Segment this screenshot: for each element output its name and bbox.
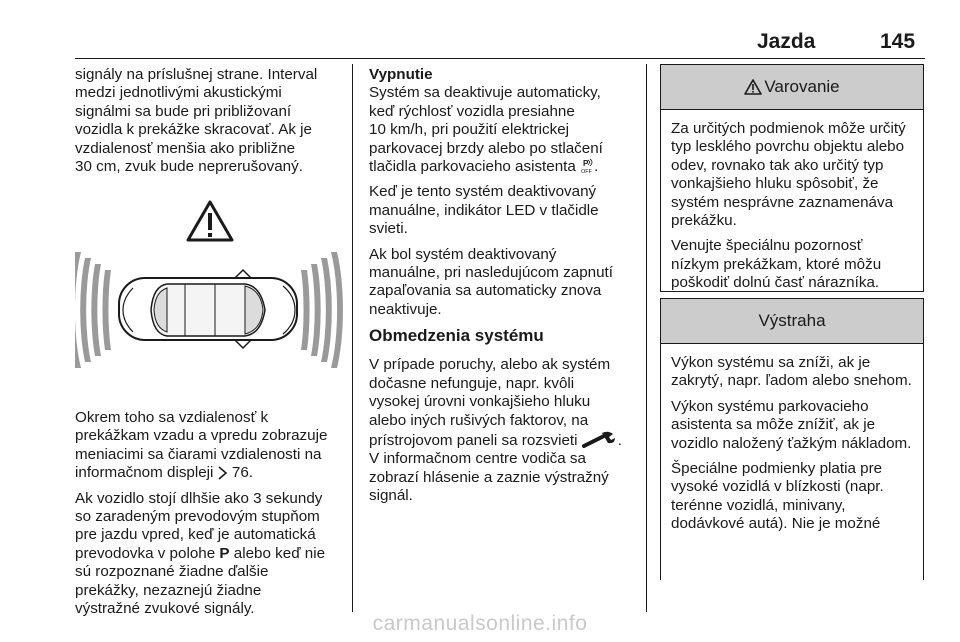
text-line: Špeciálne podmienky platia pre [671,460,883,478]
text-line: V informačnom centre vodiča sa [369,450,586,468]
section-title: Jazda [757,30,816,53]
text-line: tlačidla parkovacieho asistenta P OFF . [369,158,599,176]
text-line: Venujte špeciálnu pozornosť [671,237,863,255]
text-line: zobrazí hlásenie a zaznie výstražný [369,468,609,486]
text-line: Ak vozidlo stojí dlhšie ako 3 sekundy [75,489,323,507]
text-line: 30 cm, zvuk bude neprerušovaný. [75,158,303,176]
text-fragment: informačnom displeji [75,464,214,482]
text-line: manuálne, pri nasledujúcom zapnutí [369,264,613,282]
page-header [0,0,960,62]
wrench-icon [582,430,618,448]
text-line: sú rozpoznané žiadne ďalšie [75,563,269,581]
left-column-body [75,409,345,625]
text-line: alebo odev, rovnako tak ako určitý [671,138,905,174]
limits-heading: Obmedzenia systému [369,326,544,346]
text-line [75,464,345,482]
text-line: nákladom. [841,434,912,452]
text-line: pre jazdu vpred, keď je automatická [75,526,316,544]
text-line: meniacimi sa čiarami vzdialenosti na [75,445,322,463]
warning-box-body [661,110,923,306]
text-line: systém nesprávne zaznamenáva [671,193,894,211]
text-line: dodávkové autá). Nie je možné [671,515,881,533]
text-line: Systém sa deaktivuje automaticky, [369,84,601,102]
page-reference-arrow-icon[interactable] [218,466,228,480]
header-rule [75,58,925,59]
text-line: prekážky, nezaznejú žiadne [75,581,262,599]
text-line [75,545,345,563]
text-fragment: alebo keď nie [233,544,326,562]
text-line: Výkon systému sa zníži, ak je [671,354,871,371]
caution-box-title: Výstraha [758,311,826,330]
text-line: prístrojovom paneli sa rozsvieti . [369,431,622,449]
text-line: vzdialenosť menšia ako približne [75,139,296,157]
display-paragraph [75,409,345,483]
rear-sensor-zones [75,252,111,368]
text-line: Keď je tento systém deaktivovaný [369,183,597,201]
text-line: signály na príslušnej strane. Interval [75,66,318,83]
text-line: Za určitých podmienok môže [671,120,866,137]
caution-box-body [661,344,923,547]
text-line: parkovacej brzdy alebo po stlačení [369,139,603,157]
caution-box [660,298,924,580]
text-line: so zaradeným prevodovým stupňom [75,508,320,526]
text-line: zakrytý, napr. ľadom alebo [671,372,850,390]
text-line: svieti. [369,220,408,238]
text-line: manuálne, indikátor LED v tlačidle [369,201,599,219]
text-fragment: prístrojovom paneli sa rozsvieti [369,431,578,449]
warning-box-title: Varovanie [764,77,840,96]
manual-off-paragraph [369,183,639,238]
front-sensor-zones [301,252,343,368]
text-line: vozidla k prekážke skracovať. Ak je [75,121,312,139]
warning-box-header [661,65,923,110]
left-column-intro [75,66,345,183]
text-line: prekážkam vzadu a vpredu zobrazuje [75,427,328,445]
text-line: nízkym prekážkam, ktoré môžu [671,255,882,273]
svg-text:OFF: OFF [581,169,593,175]
reactivation-paragraph [369,246,639,320]
warning-box [660,64,924,292]
caution-box-header [661,299,923,344]
text-fragment: prevodovka v polohe [75,544,216,562]
caution-paragraph [671,354,913,391]
warning-triangle-icon [188,202,232,240]
stationary-paragraph [75,490,345,619]
text-line: vysokej úrovni vonkajšieho hluku [369,393,591,411]
text-line: dočasne nefunguje, napr. kvôli [369,374,575,392]
text-line: terénne vozidlá, minivany, [671,496,846,514]
limits-paragraph [369,356,639,505]
text-line: vysoké vozidlá v blízkosti (napr. [671,478,884,496]
column-divider-left [352,64,353,612]
text-line: prekážku. [671,212,737,230]
text-line: určitý typ lesklého povrchu objektu [671,120,906,156]
text-line: snehom. [853,372,912,390]
parking-assist-button-icon [580,158,594,174]
parking-sensor-figure [75,200,345,380]
column-divider-right [646,64,647,612]
middle-column [369,66,639,513]
text-line: 10 km/h, pri použití elektrickej [369,121,570,139]
gear-position-label: P [219,544,230,562]
caution-paragraph [671,460,913,534]
deactivation-paragraph [369,66,639,176]
watermark: carmanualsonline.info [372,612,588,635]
text-line: signálmi sa bude pri približovaní [75,102,292,120]
car-top-view [119,270,297,348]
text-line: vozidlo naložený ťažkým [671,434,838,452]
text-line: Okrem toho sa vzdialenosť k [75,409,269,426]
text-line: Výkon systému parkovacieho [671,397,869,415]
text-line: keď rýchlosť vozidla presiahne [369,102,575,120]
text-line: poškodiť dolnú časť nárazníka. [671,274,880,292]
text-line: asistenta sa môže znížiť, ak je [671,416,876,434]
page-reference-link[interactable]: 76. [231,464,254,482]
text-line: signál. [369,487,413,505]
text-fragment: tlačidla parkovacieho asistenta [369,158,576,176]
text-line: výstražné zvukové signály. [75,600,255,618]
text-line: medzi jednotlivými akustickými [75,84,282,102]
text-line: typ vonkajšieho hluku spôsobiť, že [671,156,884,193]
text-line: alebo iných rušivých faktorov, na [369,411,589,429]
page-number: 145 [880,30,916,53]
warning-paragraph [671,237,913,292]
deactivation-title: Vypnutie [369,66,433,83]
warning-paragraph [671,120,913,230]
svg-text:P: P [583,159,589,169]
intro-paragraph [75,66,345,176]
text-line: V prípade poruchy, alebo ak systém [369,356,611,374]
text-line: zapaľovania sa automaticky znova [369,282,602,300]
text-line: neaktivuje. [369,300,442,318]
text-line: Ak bol systém deaktivovaný [369,245,557,263]
caution-paragraph [671,398,913,453]
warning-triangle-icon [744,79,762,95]
